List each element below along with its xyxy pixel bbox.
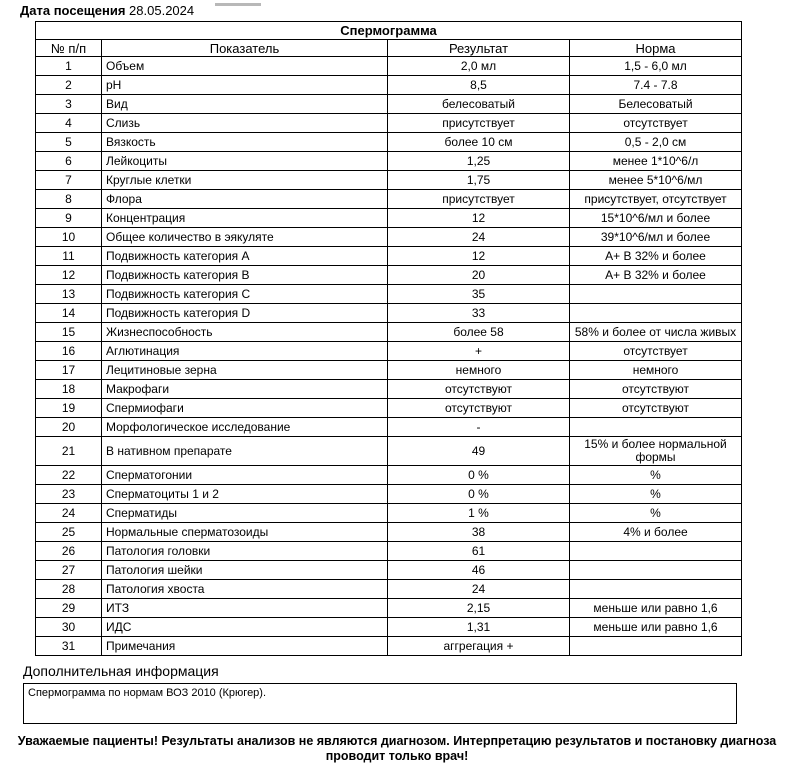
cell-indicator: Вид (102, 95, 388, 114)
cell-indicator: Патология хвоста (102, 580, 388, 599)
cell-indicator: ИДС (102, 618, 388, 637)
additional-info-box (23, 683, 737, 724)
cell-indicator: Общее количество в эякуляте (102, 228, 388, 247)
cell-indicator: Сперматоциты 1 и 2 (102, 485, 388, 504)
column-header-norm: Норма (570, 40, 742, 57)
cell-num: 16 (36, 342, 102, 361)
table-row (36, 76, 742, 95)
cell-norm: меньше или равно 1,6 (570, 599, 742, 618)
cell-indicator: Сперматогонии (102, 466, 388, 485)
cell-indicator: Подвижность категория D (102, 304, 388, 323)
cell-norm: 15% и более нормальной формы (570, 437, 742, 466)
table-row (36, 171, 742, 190)
table-row (36, 361, 742, 380)
additional-info-heading: Дополнительная информация (23, 663, 219, 679)
clipped-top-artifact (215, 3, 261, 6)
cell-indicator: Подвижность категория A (102, 247, 388, 266)
table-row (36, 342, 742, 361)
cell-result: + (388, 342, 570, 361)
cell-result: аггрегация + (388, 637, 570, 656)
cell-norm (570, 418, 742, 437)
cell-result: присутствует (388, 114, 570, 133)
cell-norm: немного (570, 361, 742, 380)
cell-indicator: Флора (102, 190, 388, 209)
column-header-num: № п/п (36, 40, 102, 57)
cell-norm: A+ B 32% и более (570, 247, 742, 266)
cell-indicator: Концентрация (102, 209, 388, 228)
table-title-row (36, 22, 742, 40)
cell-indicator: Лейкоциты (102, 152, 388, 171)
cell-indicator: Патология головки (102, 542, 388, 561)
cell-norm: % (570, 504, 742, 523)
cell-indicator: Вязкость (102, 133, 388, 152)
cell-result: 0 % (388, 466, 570, 485)
table-row (36, 485, 742, 504)
cell-result: 2,15 (388, 599, 570, 618)
table-row (36, 380, 742, 399)
cell-result: более 58 (388, 323, 570, 342)
cell-result: 61 (388, 542, 570, 561)
cell-num: 18 (36, 380, 102, 399)
cell-indicator: Патология шейки (102, 561, 388, 580)
cell-result: 0 % (388, 485, 570, 504)
cell-norm: % (570, 485, 742, 504)
table-title: Спермограмма (36, 22, 742, 40)
table-row (36, 323, 742, 342)
cell-num: 26 (36, 542, 102, 561)
cell-norm: 15*10^6/мл и более (570, 209, 742, 228)
cell-indicator: Жизнеспособность (102, 323, 388, 342)
cell-num: 12 (36, 266, 102, 285)
cell-norm: A+ B 32% и более (570, 266, 742, 285)
cell-num: 21 (36, 437, 102, 466)
cell-indicator: Морфологическое исследование (102, 418, 388, 437)
cell-num: 4 (36, 114, 102, 133)
cell-norm: 4% и более (570, 523, 742, 542)
cell-indicator: Нормальные сперматозоиды (102, 523, 388, 542)
table-row (36, 57, 742, 76)
cell-norm (570, 285, 742, 304)
cell-num: 20 (36, 418, 102, 437)
cell-num: 3 (36, 95, 102, 114)
cell-num: 23 (36, 485, 102, 504)
cell-norm: отсутствуют (570, 380, 742, 399)
table-row (36, 190, 742, 209)
cell-num: 7 (36, 171, 102, 190)
table-row (36, 399, 742, 418)
cell-norm (570, 580, 742, 599)
table-row (36, 599, 742, 618)
cell-result: 33 (388, 304, 570, 323)
cell-result: 12 (388, 209, 570, 228)
cell-num: 15 (36, 323, 102, 342)
cell-result: 38 (388, 523, 570, 542)
cell-indicator: Спермиофаги (102, 399, 388, 418)
cell-result: отсутствуют (388, 399, 570, 418)
cell-result: 12 (388, 247, 570, 266)
table-row (36, 542, 742, 561)
table-row (36, 561, 742, 580)
table-row (36, 304, 742, 323)
cell-indicator: Слизь (102, 114, 388, 133)
cell-num: 2 (36, 76, 102, 95)
cell-num: 6 (36, 152, 102, 171)
cell-num: 30 (36, 618, 102, 637)
cell-result: 24 (388, 228, 570, 247)
cell-num: 24 (36, 504, 102, 523)
cell-indicator: ИТЗ (102, 599, 388, 618)
visit-date-label: Дата посещения (20, 3, 126, 18)
cell-result: - (388, 418, 570, 437)
table-row (36, 114, 742, 133)
cell-indicator: Сперматиды (102, 504, 388, 523)
table-row (36, 247, 742, 266)
cell-result: 46 (388, 561, 570, 580)
cell-result: белесоватый (388, 95, 570, 114)
cell-norm (570, 304, 742, 323)
cell-norm: % (570, 466, 742, 485)
cell-indicator: Подвижность категория C (102, 285, 388, 304)
cell-indicator: Лецитиновые зерна (102, 361, 388, 380)
cell-num: 17 (36, 361, 102, 380)
visit-date-value: 28.05.2024 (129, 3, 195, 18)
cell-norm: 1,5 - 6,0 мл (570, 57, 742, 76)
cell-indicator: Аглютинация (102, 342, 388, 361)
cell-indicator: Примечания (102, 637, 388, 656)
cell-num: 10 (36, 228, 102, 247)
table-row (36, 285, 742, 304)
table-row (36, 466, 742, 485)
cell-norm: 39*10^6/мл и более (570, 228, 742, 247)
table-row (36, 504, 742, 523)
cell-num: 11 (36, 247, 102, 266)
cell-result: 8,5 (388, 76, 570, 95)
cell-num: 5 (36, 133, 102, 152)
cell-indicator: Объем (102, 57, 388, 76)
cell-num: 8 (36, 190, 102, 209)
cell-norm: 0,5 - 2,0 см (570, 133, 742, 152)
cell-result: 1,75 (388, 171, 570, 190)
cell-norm: отсутствует (570, 114, 742, 133)
table-row (36, 152, 742, 171)
cell-norm: 58% и более от числа живых (570, 323, 742, 342)
table-row (36, 637, 742, 656)
cell-num: 9 (36, 209, 102, 228)
table-header-row (36, 40, 742, 57)
patient-disclaimer: Уважаемые пациенты! Результаты анализов не являются диагнозом. Интерпретацию результатов и постановку диагноза проводит только врач! (17, 734, 777, 763)
cell-num: 28 (36, 580, 102, 599)
cell-norm: 7.4 - 7.8 (570, 76, 742, 95)
table-row (36, 266, 742, 285)
cell-norm: Белесоватый (570, 95, 742, 114)
cell-norm: отсутствуют (570, 399, 742, 418)
cell-result: 1 % (388, 504, 570, 523)
column-header-indicator: Показатель (102, 40, 388, 57)
cell-result: 2,0 мл (388, 57, 570, 76)
cell-indicator: Круглые клетки (102, 171, 388, 190)
cell-result: более 10 см (388, 133, 570, 152)
cell-num: 31 (36, 637, 102, 656)
cell-num: 29 (36, 599, 102, 618)
cell-indicator: Подвижность категория B (102, 266, 388, 285)
cell-result: 20 (388, 266, 570, 285)
cell-norm: менее 1*10^6/л (570, 152, 742, 171)
cell-result: 49 (388, 437, 570, 466)
cell-result: немного (388, 361, 570, 380)
table-row (36, 523, 742, 542)
cell-norm (570, 637, 742, 656)
cell-norm: меньше или равно 1,6 (570, 618, 742, 637)
column-header-result: Результат (388, 40, 570, 57)
cell-num: 14 (36, 304, 102, 323)
cell-num: 1 (36, 57, 102, 76)
cell-result: присутствует (388, 190, 570, 209)
cell-num: 27 (36, 561, 102, 580)
cell-result: 1,25 (388, 152, 570, 171)
cell-num: 19 (36, 399, 102, 418)
cell-result: 35 (388, 285, 570, 304)
table-row (36, 437, 742, 466)
spermogram-table (35, 21, 742, 656)
cell-indicator: pH (102, 76, 388, 95)
cell-norm (570, 561, 742, 580)
cell-norm: менее 5*10^6/мл (570, 171, 742, 190)
cell-norm: отсутствует (570, 342, 742, 361)
cell-indicator: Макрофаги (102, 380, 388, 399)
table-row (36, 618, 742, 637)
cell-num: 22 (36, 466, 102, 485)
table-row (36, 580, 742, 599)
table-row (36, 228, 742, 247)
table-row (36, 209, 742, 228)
table-row (36, 418, 742, 437)
cell-norm (570, 542, 742, 561)
table-row (36, 95, 742, 114)
cell-result: отсутствуют (388, 380, 570, 399)
visit-date-line (20, 3, 794, 18)
cell-norm: присутствует, отсутствует (570, 190, 742, 209)
table-body (36, 57, 742, 656)
cell-result: 24 (388, 580, 570, 599)
table-row (36, 133, 742, 152)
cell-indicator: В нативном препарате (102, 437, 388, 466)
additional-info-note: Спермограмма по нормам ВОЗ 2010 (Крюгер). (28, 687, 267, 699)
cell-result: 1,31 (388, 618, 570, 637)
cell-num: 13 (36, 285, 102, 304)
cell-num: 25 (36, 523, 102, 542)
